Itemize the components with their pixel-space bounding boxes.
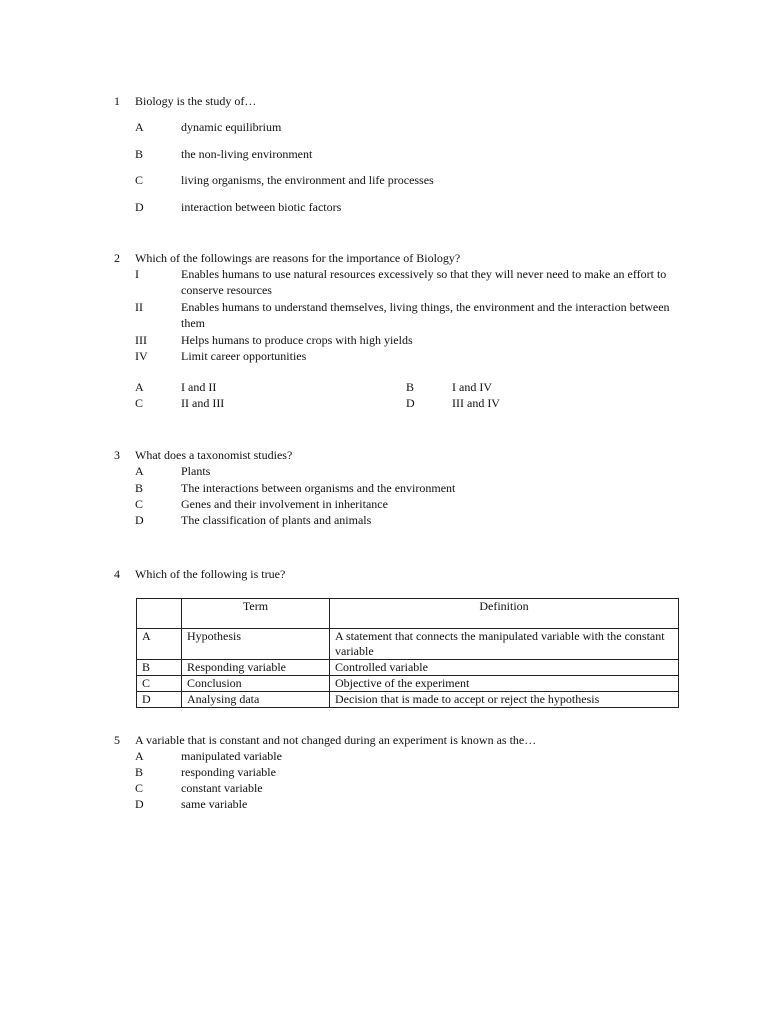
option-text: Genes and their involvement in inheritance — [181, 497, 388, 511]
question-number: 1 — [114, 94, 120, 108]
terms-definitions-table — [136, 598, 679, 708]
question-stem: Which of the following is true? — [135, 567, 286, 581]
statement-text: Limit career opportunities — [181, 349, 307, 363]
options-row-cd — [135, 395, 695, 411]
option-text: III and IV — [452, 396, 500, 410]
row-definition: Decision that is made to accept or reject the hypothesis — [330, 692, 679, 708]
question-stem: A variable that is constant and not changed during an experiment is known as the… — [135, 733, 537, 747]
option-label: C — [135, 497, 144, 511]
option-text: responding variable — [181, 765, 276, 779]
row-label: B — [137, 660, 182, 676]
question-stem: What does a taxonomist studies? — [135, 448, 293, 462]
statement-text: Enables humans to use natural resources excessively so that they will never need to make an effort to conserve resources — [181, 267, 667, 297]
row-term: Analysing data — [182, 692, 330, 708]
option-text: same variable — [181, 797, 248, 811]
table-header-row — [137, 599, 679, 629]
option-text: I and II — [181, 380, 217, 394]
option-label: B — [406, 380, 415, 394]
statement-label: IV — [135, 349, 148, 363]
row-term: Conclusion — [182, 676, 330, 692]
option-label: D — [135, 797, 144, 811]
row-label: C — [137, 676, 182, 692]
option-label: D — [406, 396, 415, 410]
statement-label: II — [135, 300, 143, 314]
table-row — [137, 629, 679, 660]
header-cell-blank — [137, 599, 182, 629]
option-label: B — [135, 147, 144, 161]
option-text: I and IV — [452, 380, 492, 394]
option-text: Plants — [181, 464, 211, 478]
statement-text: Enables humans to understand themselves, living things, the environment and the interaction between them — [181, 300, 670, 330]
header-cell-term: Term — [182, 599, 330, 629]
option-text: The interactions between organisms and the environment — [181, 481, 456, 495]
table-row — [137, 692, 679, 708]
option-text: constant variable — [181, 781, 263, 795]
row-label: A — [137, 629, 182, 660]
option-label: C — [135, 173, 144, 187]
row-definition: Objective of the experiment — [330, 676, 679, 692]
table-row — [137, 660, 679, 676]
row-term: Responding variable — [182, 660, 330, 676]
option-label: A — [135, 464, 144, 478]
statement-text: Helps humans to produce crops with high yields — [181, 333, 413, 347]
option-label: B — [135, 481, 144, 495]
question-number: 5 — [114, 733, 120, 747]
option-label: C — [135, 781, 144, 795]
question-stem: Biology is the study of… — [135, 94, 257, 108]
option-label: B — [135, 765, 144, 779]
option-text: living organisms, the environment and life processes — [181, 173, 434, 187]
option-text: II and III — [181, 396, 225, 410]
row-definition: Controlled variable — [330, 660, 679, 676]
statement-label: III — [135, 333, 147, 347]
option-text: manipulated variable — [181, 749, 282, 763]
option-label: D — [135, 200, 144, 214]
question-number: 3 — [114, 448, 120, 462]
option-label: A — [135, 380, 144, 394]
header-cell-definition: Definition — [330, 599, 679, 629]
row-label: D — [137, 692, 182, 708]
option-label: A — [135, 120, 144, 134]
option-label: C — [135, 396, 144, 410]
options-row-ab — [135, 379, 695, 395]
question-stem: Which of the followings are reasons for the importance of Biology? — [135, 251, 461, 265]
row-definition: A statement that connects the manipulated variable with the constant variable — [330, 629, 679, 660]
statement-label: I — [135, 267, 139, 281]
question-number: 2 — [114, 251, 120, 265]
row-term: Hypothesis — [182, 629, 330, 660]
option-label: D — [135, 513, 144, 527]
option-text: interaction between biotic factors — [181, 200, 342, 214]
table-row — [137, 676, 679, 692]
question-number: 4 — [114, 567, 120, 581]
option-label: A — [135, 749, 144, 763]
option-text: the non-living environment — [181, 147, 313, 161]
option-text: The classification of plants and animals — [181, 513, 372, 527]
option-text: dynamic equilibrium — [181, 120, 282, 134]
